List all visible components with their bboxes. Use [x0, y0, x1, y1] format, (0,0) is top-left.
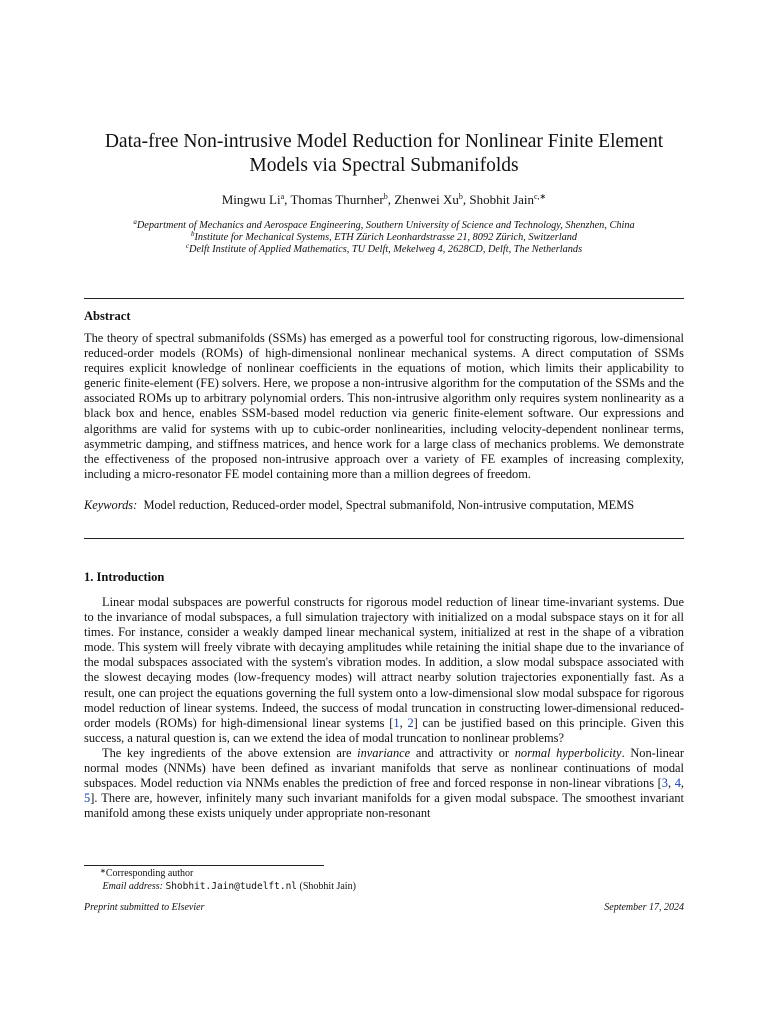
section-heading: 1. Introduction [84, 570, 165, 584]
keywords-list: Model reduction, Reduced-order model, Spectral submanifold, Non-intrusive computation, MEMS [143, 498, 635, 512]
abstract-top-rule [84, 298, 684, 299]
affiliation-list [60, 220, 708, 256]
author-name: Thomas Thurnher [290, 192, 384, 207]
paragraph: The key ingredients of the above extension are invariance and attractivity or normal hyperbolicity. Non-linear normal modes (NNMs) have been defined as invariant manifolds that serve as nonlinear continuations of modal subspaces. Model reduction via NNMs enables the prediction of free and forced response in non-linear vibrations [3, 4, 5]. There are, however, infinitely many such invariant manifolds for a given modal subspace. The smoothest invariant manifold among these exists uniquely under appropriate non-resonant [84, 745, 684, 821]
email-label: Email address: [102, 880, 163, 892]
preprint-note: Preprint submitted to Elsevier [84, 902, 205, 913]
author-affil-mark: b [383, 192, 388, 201]
citation-link[interactable]: 1 [393, 715, 400, 730]
keywords [84, 498, 684, 513]
preprint-date: September 17, 2024 [604, 902, 684, 913]
citation-link[interactable]: 2 [407, 715, 414, 730]
paragraph: Linear modal subspaces are powerful constructs for rigorous model reduction of linear time-invariant systems. Due to the invariance of modal subspaces, a full simulation trajectory with initialized on a modal subspace stays on it for all times. For instance, consider a weakly damped linear mechanical system, initialized at rest in the shape of a vibration mode. This system will freely vibrate with decaying amplitudes while retaining the initial shape due to the invariance of the modal subspaces associated with the system's vibration modes. In addition, a slow modal subspace associated with the slowest decaying modes (low-frequency modes) will attract nearby solution trajectories exponentially fast. As a result, one can project the equations governing the full system onto a low-dimensional slow modal subspace for rigorous model reduction of linear systems. Indeed, the success of modal truncation in constructing lower-dimensional reduced-order models (ROMs) for high-dimensional linear systems [1, 2] can be justified based on this principle. Given this success, a natural question is, can we extend the idea of modal truncation to nonlinear problems? [84, 595, 684, 745]
paper-title: Data-free Non-intrusive Model Reduction for Nonlinear Finite Element Models via Spectral Submanifolds [104, 131, 664, 176]
keywords-label: Keywords: [84, 498, 138, 512]
author-affil-mark: b [458, 192, 463, 201]
citation-link[interactable]: 4 [674, 776, 681, 791]
footnote-mark: ∗ [100, 867, 106, 875]
footnote: ∗Corresponding author Email address: Shobhit.Jain@tudelft.nl (Shobhit Jain) [100, 867, 356, 892]
affiliation: $^a$Department of Mechanics and Aerospace Engineering, Southern University of Science and Technology, Shenzhen, China [133, 218, 635, 231]
section-body [84, 595, 684, 821]
author-name: Shobhit Jain [469, 192, 534, 207]
affiliation: $^b$Institute for Mechanical Systems, ETH Zürich Leonhardstrasse 21, 8092 Zürich, Switzerland [190, 230, 578, 243]
email-address[interactable]: Shobhit.Jain@tudelft.nl [165, 880, 298, 892]
citation-link[interactable]: 3 [661, 776, 668, 791]
citation-link[interactable]: 5 [84, 791, 91, 806]
footnote-rule [84, 865, 324, 866]
affiliation: $^c$Delft Institute of Applied Mathematics, TU Delft, Mekelweg 4, 2628CD, Delft, The Netherlands [185, 242, 583, 255]
abstract-heading: Abstract [84, 309, 131, 323]
author-affil-mark: a [280, 192, 285, 201]
abstract-text: The theory of spectral submanifolds (SSMs) has emerged as a powerful tool for constructing rigorous, low-dimensional reduced-order models (ROMs) of high-dimensional nonlinear mechanical systems. A direct computation of SSMs requires explicit knowledge of nonlinear coefficients in the equations of motion, which limits their applicability to generic finite-element (FE) solvers. Here, we propose a non-intrusive algorithm for the computation of the SSMs and the associated ROMs up to arbitrary polynomial orders. This non-intrusive algorithm only requires system nonlinearity as a black box and hence, enables SSM-based model reduction via generic finite-element software. Our expressions and algorithms are valid for systems with up to cubic-order nonlinearities, including velocity-dependent nonlinear terms, asymmetric damping, and stiffness matrices, and hence work for a large class of mechanics problems. We demonstrate the effectiveness of the proposed non-intrusive approach over a variety of FE examples of increasing complexity, including a micro-resonator FE model containing more than a million degrees of freedom. [84, 331, 684, 481]
author-affil-mark: c,∗ [534, 192, 547, 201]
abstract-bottom-rule [84, 538, 684, 539]
author-name: Zhenwei Xu [394, 192, 459, 207]
author-list: Mingwu Li$^a$, Thomas Thurnher$^b$, Zhenwei Xu$^b$, Shobhit Jain$^{c,∗}$ [221, 192, 547, 207]
author-name: Mingwu Li [221, 192, 281, 207]
